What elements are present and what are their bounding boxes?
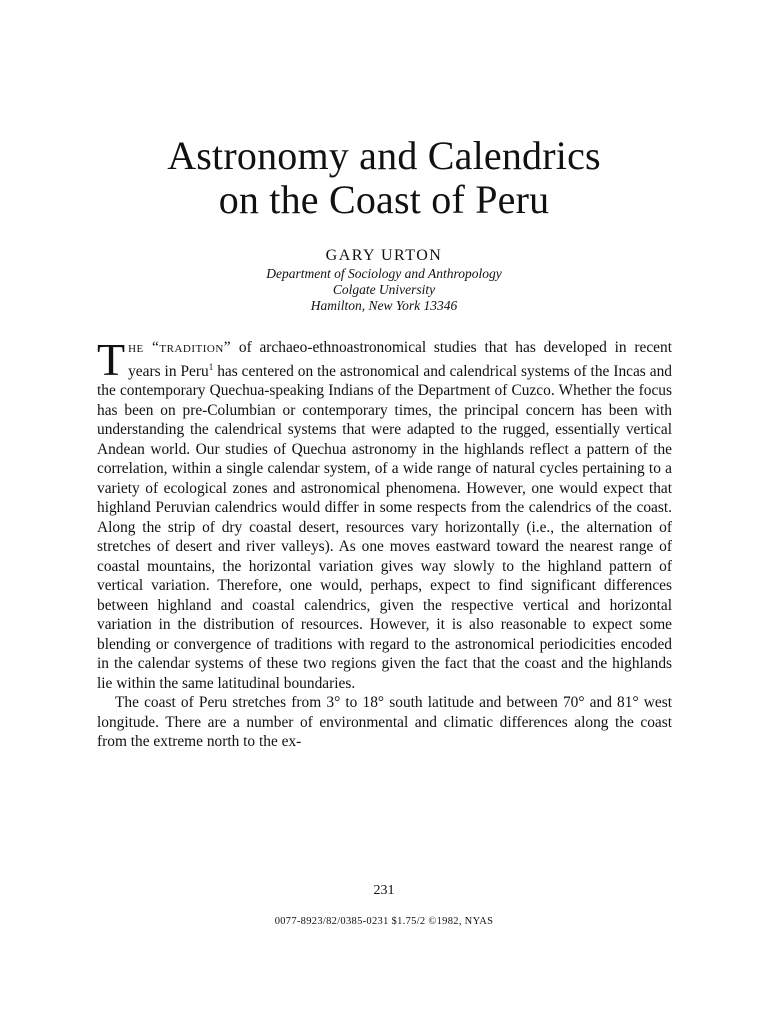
author-university: Colgate University	[332, 282, 436, 297]
author-department: Department of Sociology and Anthropology	[266, 266, 502, 281]
title-line-1: Astronomy and Calendrics	[167, 133, 601, 178]
author-block	[0, 246, 768, 314]
article-body	[97, 334, 672, 752]
publication-code: 0077-8923/82/0385-0231 $1.75/2 ©1982, NYAS	[274, 916, 494, 927]
title-line-2: on the Coast of Peru	[218, 177, 550, 222]
paragraph-1-smallcaps: he “tradition”	[128, 339, 232, 356]
paragraph-1-rest: has centered on the astronomical and calendrical systems of the Incas and the contemporary Quechua-speaking Indians of the Department of Cuzco. Whether the focus has been on pre-Columbian or contemporary times, the principal concern has been with understanding the calendrical systems that were adapted to the rugged, essentially vertical Andean world. Our studies of Quechua astronomy in the highlands reflect a pattern of the correlation, within a single calendar system, of a wide range of natural cycles pertaining to a variety of ecological zones and astronomical phenomena. However, one would expect that highland Peruvian calendrics would differ in some respects from the calendrics of the coast. Along the strip of dry coastal desert, resources vary horizontally (i.e., the alternation of stretches of desert and river valleys). As one moves eastward toward the nearest range of coastal mountains, the horizontal variation gives way slowly to the highland pattern of vertical variation. Therefore, one would, perhaps, expect to find significant differences between highland and coastal calendrics, given the respective vertical and horizontal variation in the distribution of resources. However, it is also reasonable to expect some blending or convergence of traditions with regard to the astronomical periodicities encoded in the calendar systems of these two regions given the fact that the coast and the highlands lie within the same latitudinal boundaries.	[97, 362, 672, 692]
page-number: 231	[373, 883, 395, 898]
article-title	[0, 134, 768, 222]
paragraph-1-text: of archaeo-ethnoastronomical studies that has developed in recent years in Peru	[128, 339, 672, 380]
footnote-marker: 1	[208, 361, 214, 372]
drop-cap: T	[97, 334, 126, 385]
author-name: GARY URTON	[325, 247, 443, 264]
author-location: Hamilton, New York 13346	[310, 298, 458, 313]
paragraph-1	[97, 334, 672, 693]
paragraph-2: The coast of Peru stretches from 3° to 18° south latitude and between 70° and 81° west longitude. There are a number of environmental and climatic differences along the coast from the extreme north to the ex-	[97, 694, 672, 751]
